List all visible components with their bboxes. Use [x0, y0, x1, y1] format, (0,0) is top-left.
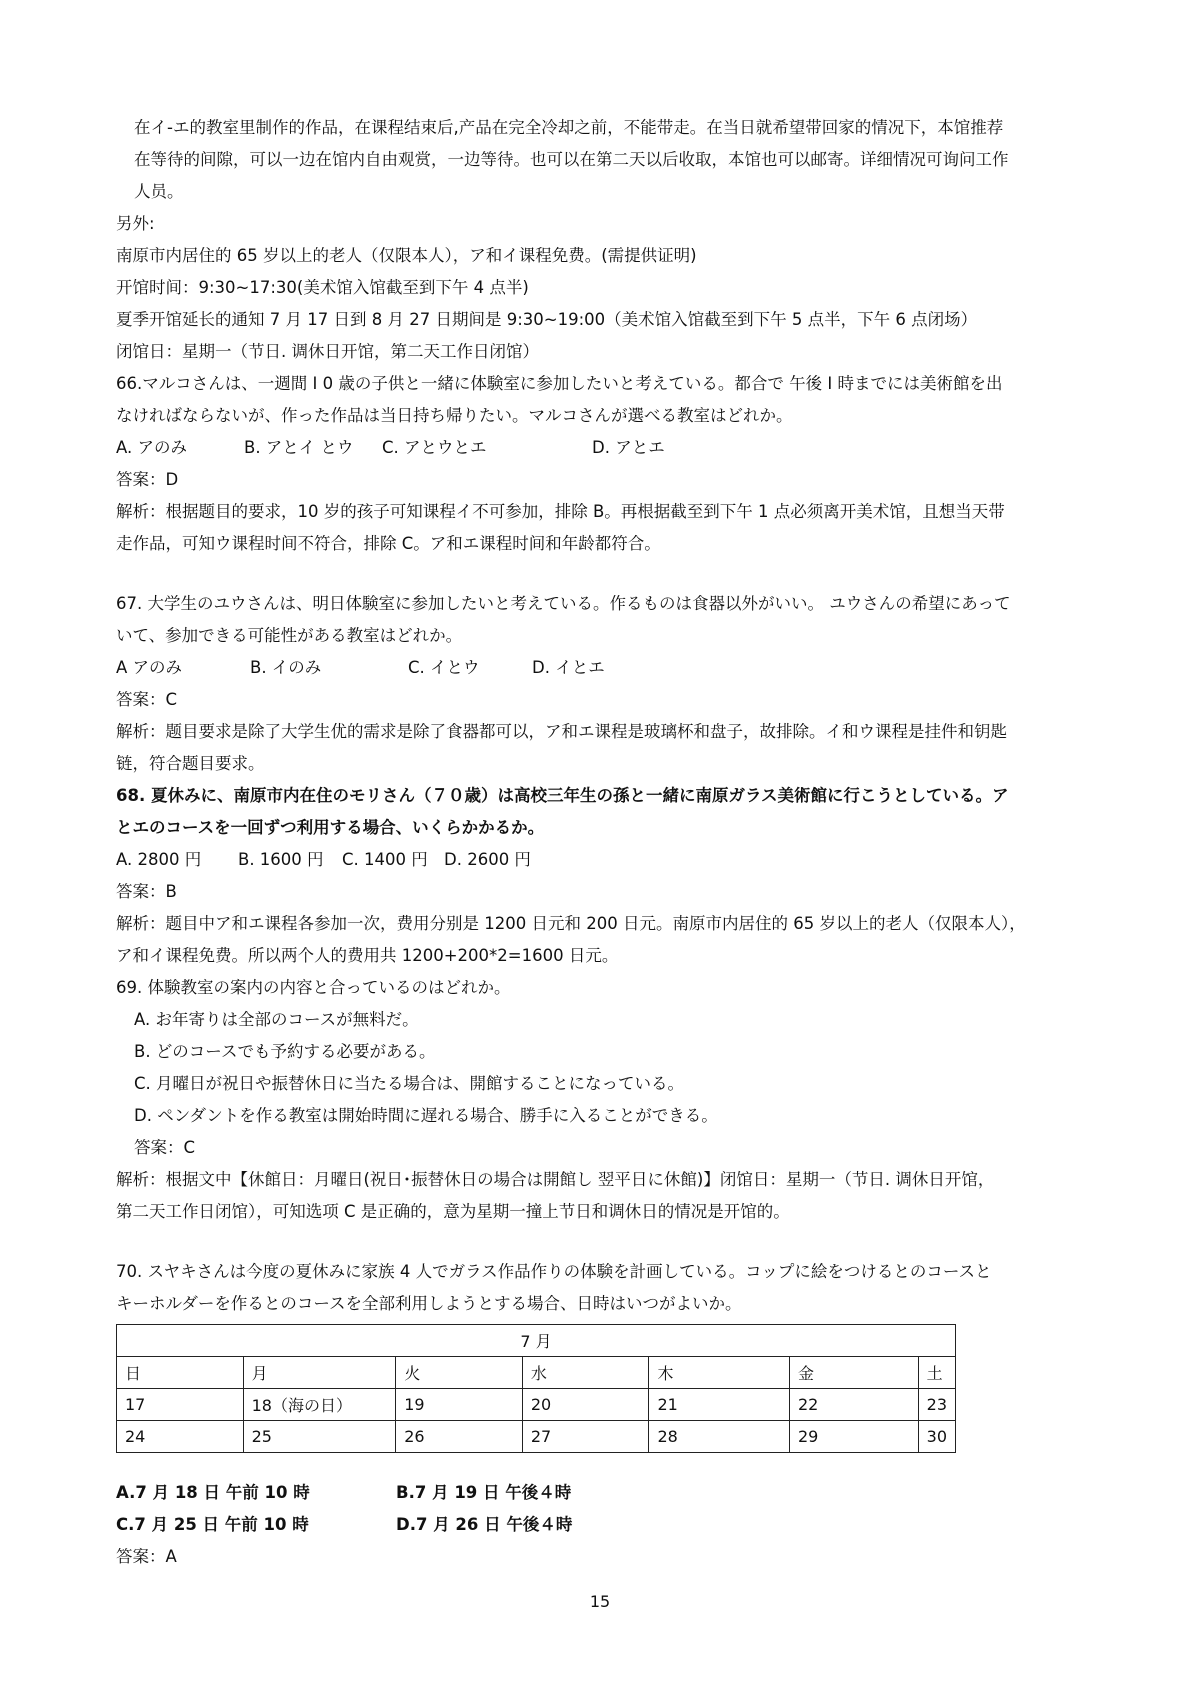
notes-block [116, 208, 1096, 368]
option-a: A アのみ [116, 658, 183, 677]
calendar-month-row [117, 1325, 956, 1357]
options-row [116, 432, 1096, 464]
option-d: D. イとエ [532, 658, 605, 677]
day-cell: 23 [918, 1389, 955, 1421]
analysis-line: 解析：题目中ア和エ课程各参加一次，费用分别是 1200 日元和 200 日元。南原市内居住的 65 岁以上的老人（仅限本人）， [116, 914, 1026, 933]
options-row [116, 844, 1096, 876]
day-cell: 29 [790, 1421, 919, 1453]
page-number: 15 [589, 1592, 611, 1611]
answer: 答案：D [116, 470, 179, 489]
question-text: なければならないが、作った作品は当日持ち帰りたい。マルコさんが選べる教室はどれか。 [116, 406, 793, 425]
question-text: キーホルダーを作るとのコースを全部利用しようとする場合、日時はいつがよいか。 [116, 1294, 742, 1313]
analysis-line: 解析：根据文中【休館日：月曜日(祝日･振替休日の場合は開館し 翌平日に休館)】闭馆日：星期一（节日. 调休日开馆， [116, 1170, 995, 1189]
intro-paragraph [116, 112, 1096, 208]
notes-line: 开馆时间：9:30~17:30(美术馆入馆截至到下午 4 点半) [116, 278, 529, 297]
notes-line: 南原市内居住的 65 岁以上的老人（仅限本人），ア和イ课程免费。(需提供证明) [116, 246, 697, 265]
calendar-week-row [117, 1421, 956, 1453]
option-c: C.7 月 25 日 午前 10 時 [116, 1515, 309, 1534]
option-a: A. 2800 円 [116, 850, 202, 869]
analysis-line: 第二天工作日闭馆），可知选项 C 是正确的，意为星期一撞上节日和调休日的情况是开馆的。 [116, 1202, 790, 1221]
weekday-cell: 月 [243, 1357, 396, 1389]
calendar-week-row [117, 1389, 956, 1421]
option-a: A.7 月 18 日 午前 10 時 [116, 1483, 310, 1502]
analysis-line: 解析：题目要求是除了大学生优的需求是除了食器都可以，ア和エ课程是玻璃杯和盘子，故排除。イ和ウ课程是挂件和钥匙 [116, 722, 1007, 741]
weekday-cell: 日 [117, 1357, 244, 1389]
intro-line: 在イ-エ的教室里制作的作品，在课程结束后,产品在完全冷却之前，不能带走。在当日就希望带回家的情况下，本馆推荐 [134, 118, 1004, 137]
analysis-line: 解析：根据题目的要求，10 岁的孩子可知课程イ不可参加，排除 B。再根据截至到下午 1 点必须离开美术馆，且想当天带 [116, 502, 1005, 521]
question-66 [116, 368, 1096, 560]
analysis-line: ア和イ课程免费。所以两个人的费用共 1200+200*2=1600 日元。 [116, 946, 619, 965]
option-b: B. どのコースでも予約する必要がある。 [134, 1042, 436, 1061]
calendar-month: 7 月 [117, 1325, 956, 1357]
calendar-weekday-row [117, 1357, 956, 1389]
day-cell: 28 [649, 1421, 790, 1453]
question-text: 70. スヤキさんは今度の夏休みに家族 4 人でガラス作品作りの体験を計画している。コップに絵をつけるとのコースと [116, 1262, 992, 1281]
day-cell: 26 [396, 1421, 523, 1453]
option-d: D. 2600 円 [444, 850, 531, 869]
option-c: C. アとウとエ [382, 438, 487, 457]
option-c: C. 1400 円 [342, 850, 428, 869]
notes-line: 夏季开馆延长的通知 7 月 17 日到 8 月 27 日期间是 9:30~19:00（美术馆入馆截至到下午 5 点半，下午 6 点闭场） [116, 310, 978, 329]
option-d: D. アとエ [592, 438, 665, 457]
day-cell: 25 [243, 1421, 396, 1453]
calendar-table [116, 1324, 956, 1453]
weekday-cell: 土 [918, 1357, 955, 1389]
spacer [116, 560, 1096, 588]
intro-line: 在等待的间隙，可以一边在馆内自由观赏，一边等待。也可以在第二天以后收取，本馆也可以邮寄。详细情况可询问工作 [134, 150, 1009, 169]
day-cell: 27 [522, 1421, 649, 1453]
day-cell: 21 [649, 1389, 790, 1421]
question-67 [116, 588, 1096, 780]
option-b: B. イのみ [250, 658, 322, 677]
question-text: 68. 夏休みに、南原市内在住のモリさん（７０歳）は高校三年生の孫と一緒に南原ガラス美術館に行こうとしている。ア [116, 786, 1009, 805]
options-row [116, 652, 1096, 684]
answer: 答案：C [134, 1138, 196, 1157]
option-a: A. アのみ [116, 438, 187, 457]
question-text: 66.マルコさんは、一週間 I 0 歳の子供と一緒に体験室に参加したいと考えている。都合で 午後 I 時までには美術館を出 [116, 374, 1003, 393]
answer: 答案：A [116, 1547, 177, 1566]
question-text: いて、参加できる可能性がある教室はどれか。 [116, 626, 463, 645]
document-page [116, 112, 1096, 1573]
notes-line: 闭馆日：星期一（节日. 调休日开馆，第二天工作日闭馆） [116, 342, 539, 361]
spacer [116, 1228, 1096, 1256]
question-70 [116, 1256, 1096, 1573]
option-b: B. 1600 円 [238, 850, 324, 869]
question-text: 67. 大学生のユウさんは、明日体験室に参加したいと考えている。作るものは食器以外がいい。 ユウさんの希望にあって [116, 594, 1011, 613]
option-d: D. ペンダントを作る教室は開始時間に遅れる場合、勝手に入ることができる。 [134, 1106, 718, 1125]
day-cell: 30 [918, 1421, 955, 1453]
question-text: 69. 体験教室の案内の内容と合っているのはどれか。 [116, 978, 511, 997]
question-68 [116, 780, 1096, 972]
option-c: C. イとウ [408, 658, 480, 677]
option-b: B. アとイ とウ [244, 438, 354, 457]
day-cell: 24 [117, 1421, 244, 1453]
weekday-cell: 金 [790, 1357, 919, 1389]
option-d: D.7 月 26 日 午後４時 [396, 1515, 573, 1534]
answer: 答案：B [116, 882, 177, 901]
weekday-cell: 木 [649, 1357, 790, 1389]
day-cell: 22 [790, 1389, 919, 1421]
spacer [116, 1453, 1096, 1477]
weekday-cell: 水 [522, 1357, 649, 1389]
answer: 答案：C [116, 690, 178, 709]
option-c: C. 月曜日が祝日や振替休日に当たる場合は、開館することになっている。 [134, 1074, 685, 1093]
notes-line: 另外: [116, 214, 155, 233]
question-69 [116, 972, 1096, 1228]
options-row [116, 1509, 1096, 1541]
day-cell: 18（海の日） [243, 1389, 396, 1421]
question-text: とエのコースを一回ずつ利用する場合、いくらかかるか。 [116, 818, 545, 837]
analysis-line: 链，符合题目要求。 [116, 754, 265, 773]
weekday-cell: 火 [396, 1357, 523, 1389]
day-cell: 19 [396, 1389, 523, 1421]
intro-line: 人员。 [134, 182, 184, 201]
day-cell: 20 [522, 1389, 649, 1421]
analysis-line: 走作品，可知ウ课程时间不符合，排除 C。ア和エ课程时间和年龄都符合。 [116, 534, 661, 553]
options-row [116, 1477, 1096, 1509]
option-a: A. お年寄りは全部のコースが無料だ。 [134, 1010, 419, 1029]
day-cell: 17 [117, 1389, 244, 1421]
option-b: B.7 月 19 日 午後４時 [396, 1483, 572, 1502]
